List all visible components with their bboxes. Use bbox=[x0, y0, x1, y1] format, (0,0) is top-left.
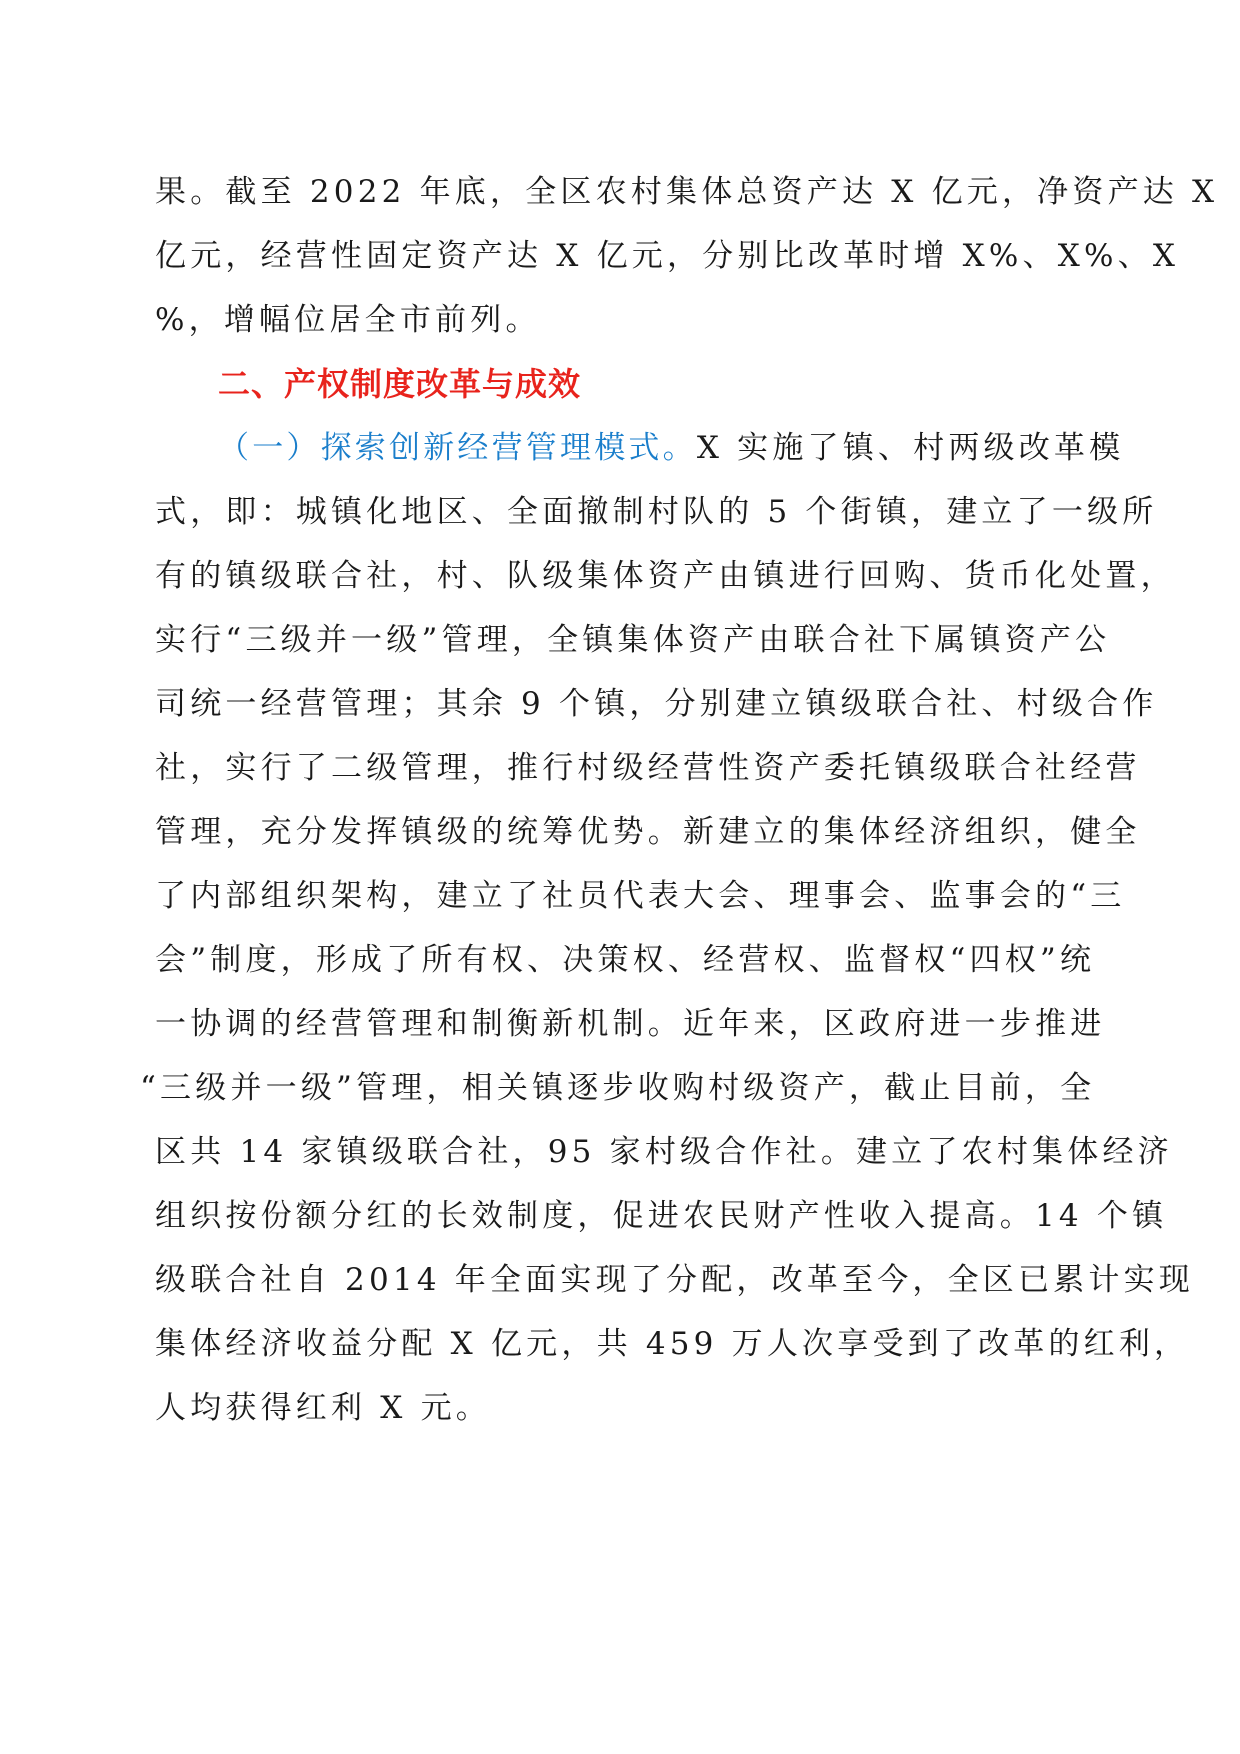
paragraph-line: %，增幅位居全市前列。 bbox=[155, 302, 541, 338]
paragraph-line: 一协调的经营管理和制衡新机制。近年来，区政府进一步推进 bbox=[155, 1006, 1106, 1042]
paragraph-line: 果。截至 2022 年底，全区农村集体总资产达 X 亿元，净资产达 X bbox=[155, 174, 1219, 210]
paragraph-line: 实行“三级并一级”管理，全镇集体资产由联合社下属镇资产公 bbox=[155, 622, 1111, 658]
paragraph-line: 有的镇级联合社，村、队级集体资产由镇进行回购、货币化处置， bbox=[155, 558, 1176, 594]
paragraph-line: 组织按份额分红的长效制度，促进农民财产性收入提高。14 个镇 bbox=[155, 1198, 1168, 1234]
paragraph-line: 亿元，经营性固定资产达 X 亿元，分别比改革时增 X%、X%、X bbox=[155, 238, 1180, 274]
paragraph-line: 社，实行了二级管理，推行村级经营性资产委托镇级联合社经营 bbox=[155, 750, 1141, 786]
section-heading: 二、产权制度改革与成效 bbox=[218, 365, 582, 403]
subsection-first-line bbox=[218, 428, 1124, 468]
paragraph-line: 区共 14 家镇级联合社，95 家村级合作社。建立了农村集体经济 bbox=[155, 1134, 1173, 1170]
subsection-title: （一）探索创新经营管理模式。 bbox=[218, 430, 697, 466]
paragraph-line: 了内部组织架构，建立了社员代表大会、理事会、监事会的“三 bbox=[155, 878, 1126, 914]
paragraph-line: 式，即：城镇化地区、全面撤制村队的 5 个街镇，建立了一级所 bbox=[155, 494, 1158, 530]
subsection-first-line-text: X 实施了镇、村两级改革模 bbox=[696, 430, 1125, 466]
paragraph-line: 集体经济收益分配 X 亿元，共 459 万人次享受到了改革的红利， bbox=[155, 1326, 1190, 1362]
paragraph-line: 人均获得红利 X 元。 bbox=[155, 1390, 491, 1426]
paragraph-line: 司统一经营管理；其余 9 个镇，分别建立镇级联合社、村级合作 bbox=[155, 686, 1158, 722]
paragraph-line: 级联合社自 2014 年全面实现了分配，改革至今，全区已累计实现 bbox=[155, 1262, 1194, 1298]
paragraph-line: 会”制度，形成了所有权、决策权、经营权、监督权“四权”统 bbox=[155, 942, 1096, 978]
paragraph-line: “三级并一级”管理，相关镇逐步收购村级资产，截止目前，全 bbox=[140, 1070, 1096, 1106]
paragraph-line: 管理，充分发挥镇级的统筹优势。新建立的集体经济组织，健全 bbox=[155, 814, 1141, 850]
